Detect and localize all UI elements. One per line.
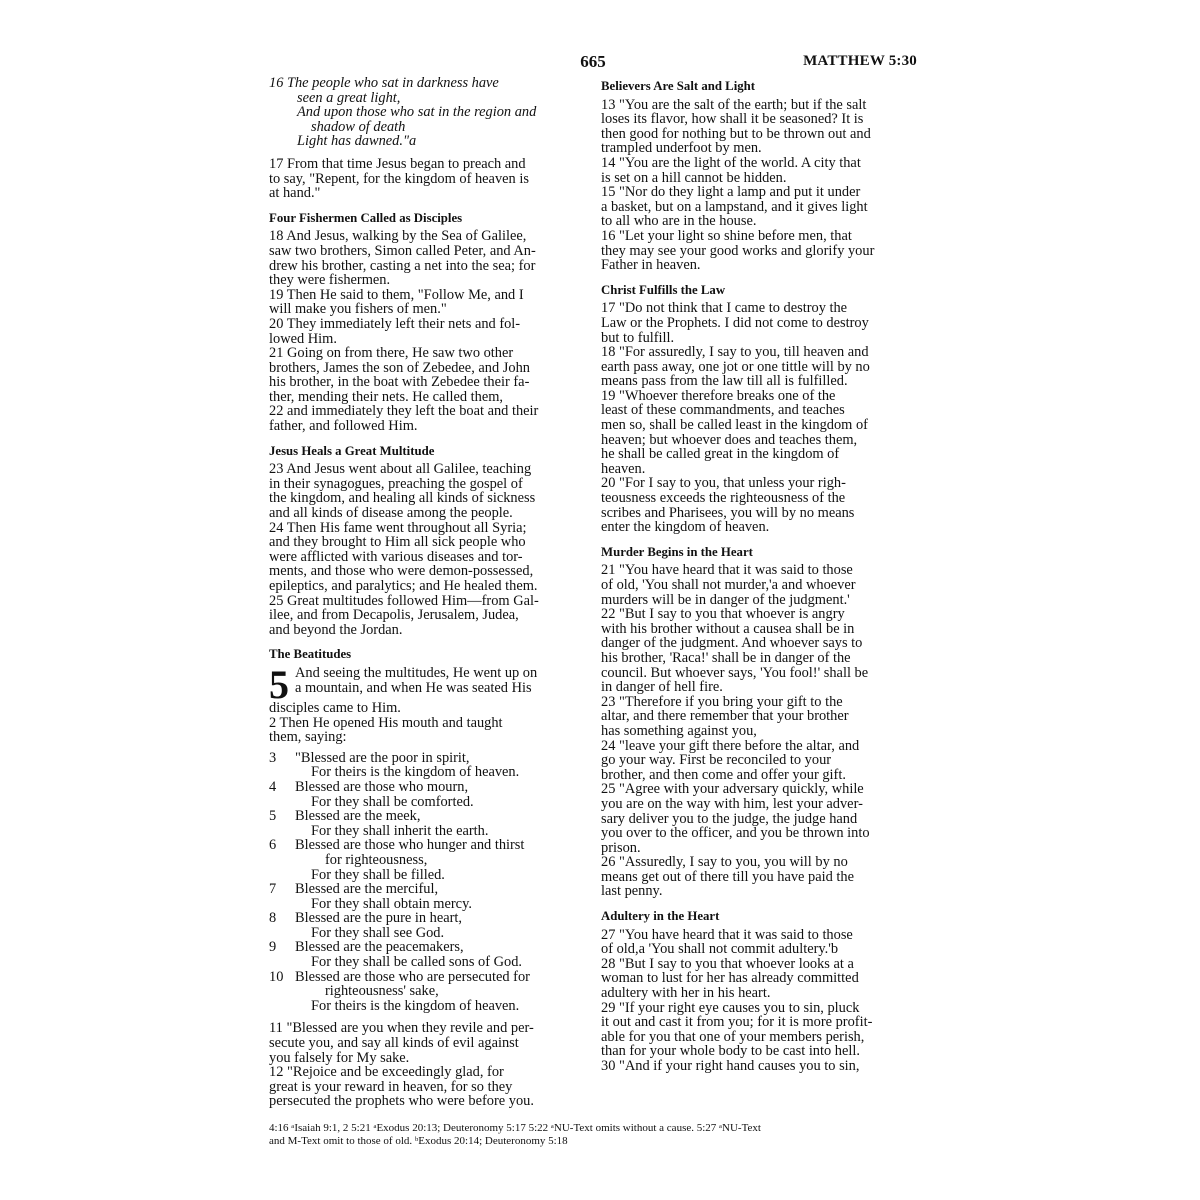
verse-line: 19 "Whoever therefore breaks one of the xyxy=(601,387,836,404)
verse-line: 20 "For I say to you, that unless your righ- xyxy=(601,475,846,492)
footnotes xyxy=(269,1122,919,1148)
verse-line: persecuted the prophets who were before you. xyxy=(269,1093,534,1110)
verse-line: Law or the Prophets. I did not come to destroy xyxy=(601,314,869,331)
beatitude: 7 Blessed are the merciful, For they shall obtain mercy. xyxy=(269,881,472,912)
verse-line: Light has dawned."a xyxy=(297,133,417,150)
left-column xyxy=(269,76,585,1109)
verse-line: 16 "Let your light so shine before men, that xyxy=(601,227,852,244)
verse-4-25 xyxy=(269,594,585,638)
verse-line: of old,a 'You shall not commit adultery.'b xyxy=(601,941,839,958)
verse-line: 11 "Blessed are you when they revile and per- xyxy=(269,1020,534,1037)
verse-5-26 xyxy=(601,855,917,899)
verse-line: than for your whole body to be cast into hell. xyxy=(601,1043,860,1060)
verse-5-22 xyxy=(601,607,917,695)
beatitude: 4 Blessed are those who mourn, For they shall be comforted. xyxy=(269,778,474,810)
verse-5-18 xyxy=(601,345,917,389)
verse-line: able for you that one of your members perish, xyxy=(601,1028,865,1045)
verse-line: you falsely for My sake. xyxy=(269,1049,410,1066)
verse-line: murders will be in danger of the judgment.' xyxy=(601,591,850,608)
verse-line: earth pass away, one jot or one tittle will by no xyxy=(601,358,870,375)
verse-line: the kingdom, and healing all kinds of sickness xyxy=(269,490,536,507)
beatitude: 8 Blessed are the pure in heart, For they shall see God. xyxy=(269,910,463,941)
verse-4-18 xyxy=(269,229,585,287)
verse-4-19 xyxy=(269,288,585,317)
verse-5-1 xyxy=(269,661,585,716)
verse-line: 13 "You are the salt of the earth; but if the salt xyxy=(601,96,867,113)
verse-5-29 xyxy=(601,1001,917,1059)
verse-line: And seeing the multitudes, He went up on xyxy=(295,664,538,681)
verse-line: council. But whoever says, 'You fool!' shall be xyxy=(601,664,869,681)
verse-line: and they brought to Him all sick people who xyxy=(269,534,526,551)
verse-line: 17 "Do not think that I came to destroy the xyxy=(601,300,848,317)
verse-line: 14 "You are the light of the world. A city that xyxy=(601,154,861,171)
verse-4-17 xyxy=(269,157,585,201)
verse-line: and all kinds of disease among the people. xyxy=(269,505,513,522)
verse-line: men so, shall be called least in the kingdom of xyxy=(601,417,868,434)
verse-line: they may see your good works and glorify your xyxy=(601,242,875,259)
verse-line: disciples came to Him. xyxy=(269,699,401,716)
beatitude: 9 Blessed are the peacemakers, For they shall be called sons of God. xyxy=(269,939,523,971)
beatitude: 5 Blessed are the meek, For they shall inherit the earth. xyxy=(269,808,489,839)
verse-line: they were fishermen. xyxy=(269,272,391,289)
verse-line: to say, "Repent, for the kingdom of heaven is xyxy=(269,170,529,187)
verse-5-25 xyxy=(601,782,917,855)
verse-line: means get out of there till you have paid the xyxy=(601,868,854,885)
section-heading: Jesus Heals a Great Multitude xyxy=(269,443,435,458)
verse-line: 29 "If your right eye causes you to sin, pluck xyxy=(601,999,860,1016)
verse-line: them, saying: xyxy=(269,729,347,746)
verse-line: 27 "You have heard that it was said to those xyxy=(601,926,853,943)
footnote-line: and M-Text omit to those of old. ᵇExodus 20:14; Deuteronomy 5:18 xyxy=(269,1135,568,1147)
verse-line: 15 "Nor do they light a lamp and put it under xyxy=(601,184,861,201)
verse-line: sary deliver you to the judge, the judge hand xyxy=(601,810,858,827)
verse-5-28 xyxy=(601,957,917,1001)
verse-5-16 xyxy=(601,229,917,273)
section-heading: Adultery in the Heart xyxy=(601,909,720,924)
verse-4-22 xyxy=(269,404,585,433)
verse-line: is set on a hill cannot be hidden. xyxy=(601,169,787,186)
verse-line: trampled underfoot by men. xyxy=(601,140,762,157)
verse-line: Father in heaven. xyxy=(601,257,701,274)
running-head: MATTHEW 5:30 xyxy=(803,53,917,69)
footnote-line: 4:16 ᵃIsaiah 9:1, 2 5:21 ᵃExodus 20:13; Deuteronomy 5:17 5:22 ᵃNU-Text omits without a cause. 5:27 ᵃNU-Text xyxy=(269,1122,761,1134)
verse-line: scribes and Pharisees, you will by no means xyxy=(601,504,855,521)
section-heading: Christ Fulfills the Law xyxy=(601,282,726,297)
verse-line: 2 Then He opened His mouth and taught xyxy=(269,714,503,731)
verse-line: secute you, and say all kinds of evil against xyxy=(269,1035,519,1052)
section-heading: Murder Begins in the Heart xyxy=(601,544,753,559)
verse-line: 16 The people who sat in darkness have xyxy=(269,75,499,91)
verse-5-20 xyxy=(601,476,917,534)
verse-line: his brother, 'Raca!' shall be in danger of the xyxy=(601,649,851,666)
verse-line: 19 Then He said to them, "Follow Me, and I xyxy=(269,286,524,303)
verse-line: heaven. xyxy=(601,460,646,477)
verse-line: 17 From that time Jesus began to preach and xyxy=(269,155,526,172)
verse-line: means pass from the law till all is fulfilled. xyxy=(601,373,848,390)
verse-line: ther, mending their nets. He called them, xyxy=(269,388,503,405)
verse-line: great is your reward in heaven, for so they xyxy=(269,1078,513,1095)
verse-line: And upon those who sat in the region and xyxy=(297,104,537,121)
verse-line: at hand." xyxy=(269,185,321,202)
verse-line: shadow of death xyxy=(311,118,406,135)
verse-line: 22 and immediately they left the boat and their xyxy=(269,403,539,420)
verse-line: he shall be called great in the kingdom of xyxy=(601,446,840,463)
verse-line: 24 "leave your gift there before the altar, and xyxy=(601,737,860,754)
verse-line: were afflicted with various diseases and tor- xyxy=(269,548,523,565)
verse-line: 22 "But I say to you that whoever is angry xyxy=(601,606,845,623)
verse-line: epileptics, and paralytics; and He healed them. xyxy=(269,578,538,594)
verse-line: you are on the way with him, lest your adver- xyxy=(601,795,863,812)
verse-5-19 xyxy=(601,389,917,477)
verse-line: you over to the officer, and you be thrown into xyxy=(601,825,870,842)
verse-line: father, and followed Him. xyxy=(269,418,418,435)
section-heading: Four Fishermen Called as Disciples xyxy=(269,210,463,225)
verse-line: 23 "Therefore if you bring your gift to the xyxy=(601,693,843,710)
verse-line: 21 "You have heard that it was said to those xyxy=(601,562,853,579)
verse-line: a basket, but on a lampstand, and it gives light xyxy=(601,198,868,215)
verse-4-16 xyxy=(269,76,585,149)
verse-5-24 xyxy=(601,739,917,783)
verse-line: adultery with her in his heart. xyxy=(601,985,771,1002)
verse-line: ilee, and from Decapolis, Jerusalem, Judea, xyxy=(269,607,519,624)
section-heading: Believers Are Salt and Light xyxy=(601,79,756,93)
verse-line: and beyond the Jordan. xyxy=(269,621,403,638)
verse-line: brother, and then come and offer your gift. xyxy=(601,766,846,783)
right-column xyxy=(601,76,917,1074)
verse-line: 28 "But I say to you that whoever looks at a xyxy=(601,955,854,972)
verse-line: heaven; but whoever does and teaches them, xyxy=(601,431,858,448)
verse-line: lowed Him. xyxy=(269,330,337,347)
verse-line: then good for nothing but to be thrown out and xyxy=(601,125,871,142)
verse-line: danger of the judgment. And whoever says to xyxy=(601,635,863,652)
verse-line: has something against you, xyxy=(601,722,757,739)
verse-line: 30 "And if your right hand causes you to sin, xyxy=(601,1058,860,1074)
verse-line: 18 "For assuredly, I say to you, till heaven and xyxy=(601,344,869,361)
verse-5-12 xyxy=(269,1065,585,1109)
verse-line: 12 "Rejoice and be exceedingly glad, for xyxy=(269,1064,504,1081)
verse-line: in their synagogues, preaching the gospel of xyxy=(269,475,523,492)
verse-line: a mountain, and when He was seated His xyxy=(295,679,532,696)
verse-line: woman to lust for her has already committed xyxy=(601,970,859,987)
verse-5-30 xyxy=(601,1059,917,1074)
verse-line: teousness exceeds the righteousness of the xyxy=(601,490,846,507)
verse-line: but to fulfill. xyxy=(601,329,675,346)
verse-line: in danger of hell fire. xyxy=(601,679,723,696)
verse-5-17 xyxy=(601,301,917,345)
verse-line: prison. xyxy=(601,839,641,856)
verse-5-27 xyxy=(601,928,917,957)
verse-line: seen a great light, xyxy=(297,89,401,106)
verse-5-2 xyxy=(269,716,585,745)
verse-line: will make you fishers of men." xyxy=(269,301,447,318)
beatitude: 3 "Blessed are the poor in spirit, For theirs is the kingdom of heaven. xyxy=(269,749,520,781)
verse-line: 18 And Jesus, walking by the Sea of Galilee, xyxy=(269,228,527,245)
verse-line: enter the kingdom of heaven. xyxy=(601,519,770,536)
verse-5-23 xyxy=(601,695,917,739)
verse-line: saw two brothers, Simon called Peter, and An- xyxy=(269,242,536,259)
beatitudes-list xyxy=(269,751,585,1014)
verse-5-21 xyxy=(601,563,917,607)
chapter-numeral: 5 xyxy=(269,661,289,707)
verse-4-23 xyxy=(269,462,585,520)
verse-line: drew his brother, casting a net into the sea; for xyxy=(269,257,536,274)
verse-5-11 xyxy=(269,1021,585,1065)
verse-line: ments, and those who were demon-possessed, xyxy=(269,563,534,580)
verse-line: 25 Great multitudes followed Him—from Gal- xyxy=(269,592,539,609)
verse-line: with his brother without a causea shall be in xyxy=(601,620,855,637)
verse-line: 24 Then His fame went throughout all Syria; xyxy=(269,519,527,536)
verse-4-24 xyxy=(269,521,585,594)
verse-line: his brother, in the boat with Zebedee their fa- xyxy=(269,374,530,391)
verse-4-21 xyxy=(269,346,585,404)
verse-line: brothers, James the son of Zebedee, and John xyxy=(269,359,530,376)
verse-line: to all who are in the house. xyxy=(601,213,757,230)
verse-line: 23 And Jesus went about all Galilee, teaching xyxy=(269,461,532,478)
verse-line: go your way. First be reconciled to your xyxy=(601,752,832,769)
beatitude: 10 Blessed are those who are persecuted for righteousness' sake, For theirs is the kingdom of heaven. xyxy=(269,968,530,1014)
section-heading: The Beatitudes xyxy=(269,647,352,662)
page-number: 665 xyxy=(580,52,606,71)
verse-line: altar, and there remember that your brother xyxy=(601,708,849,725)
beatitude: 6 Blessed are those who hunger and thirst for righteousness, For they shall be filled. xyxy=(269,837,525,883)
verse-4-20 xyxy=(269,317,585,346)
verse-line: least of these commandments, and teaches xyxy=(601,402,845,419)
verse-line: of old, 'You shall not murder,'a and whoever xyxy=(601,577,856,593)
verse-line: 21 Going on from there, He saw two other xyxy=(269,345,514,362)
verse-line: it out and cast it from you; for it is more profit- xyxy=(601,1014,873,1031)
verse-line: loses its flavor, how shall it be seasoned? It is xyxy=(601,111,864,128)
verse-5-13 xyxy=(601,98,917,156)
verse-line: 20 They immediately left their nets and fol- xyxy=(269,315,521,332)
verse-5-14 xyxy=(601,156,917,185)
verse-line: last penny. xyxy=(601,883,663,900)
verse-5-15 xyxy=(601,185,917,229)
verse-line: 26 "Assuredly, I say to you, you will by no xyxy=(601,854,848,871)
verse-line: 25 "Agree with your adversary quickly, while xyxy=(601,781,864,798)
